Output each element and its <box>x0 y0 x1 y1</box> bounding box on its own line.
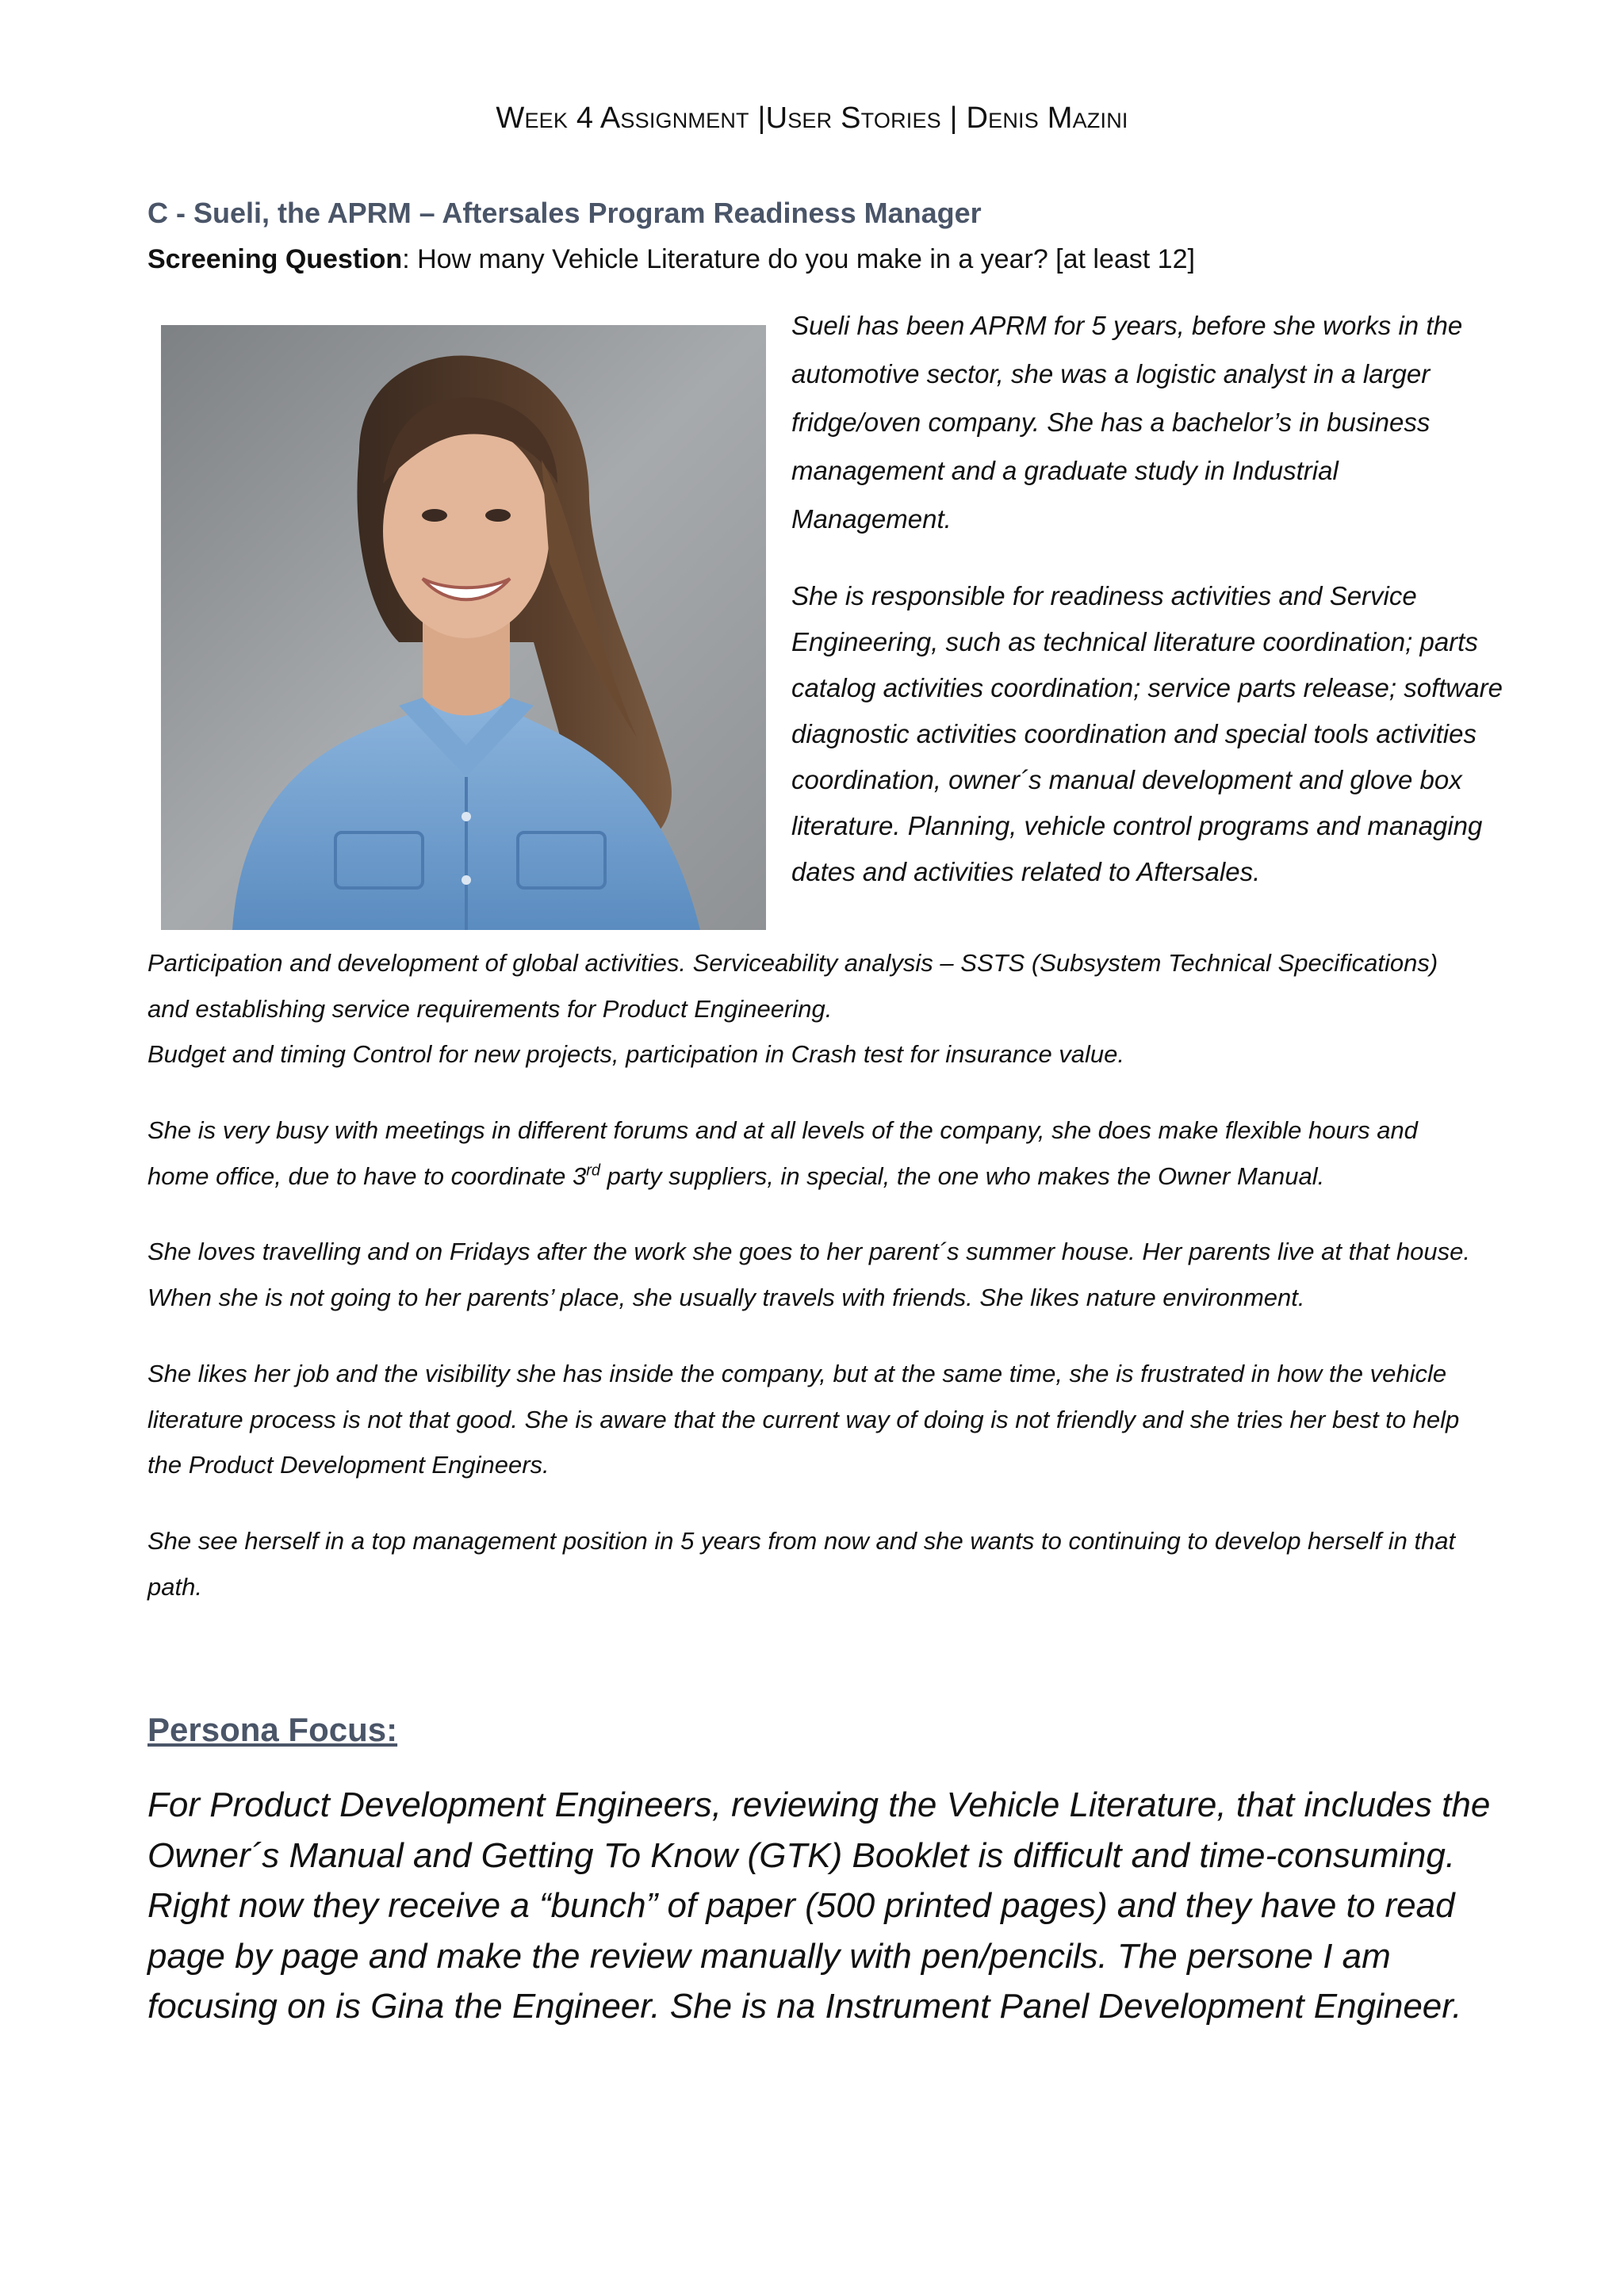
header-text: eek <box>524 101 569 135</box>
superscript: rd <box>586 1161 600 1180</box>
header-separator: | <box>940 101 967 135</box>
header-text: W <box>496 101 525 135</box>
header-text: U <box>765 101 788 135</box>
header-text: azini <box>1072 101 1128 135</box>
intro-paragraph: Sueli has been APRM for 5 years, before she works in the automotive sector, she was a logistic analyst in a larger fridge/oven company. She has a bachelor’s in business management and a graduate study in Industrial Management. <box>791 311 1463 534</box>
body-paragraph-group <box>147 1108 1480 1199</box>
body-paragraph: She likes her job and the visibility she has inside the company, but at the same time, she is frustrated in how the vehicle literature process is not that good. She is aware that the current way of doing is not friendly and she tries her best to help the Product Development Engineers. <box>147 1360 1460 1479</box>
body-text-segment: party suppliers, in special, the one who makes the Owner Manual. <box>600 1161 1325 1190</box>
screening-text: : How many Vehicle Literature do you make in a year? [at least 12] <box>402 244 1195 274</box>
header-text: M <box>1038 101 1073 135</box>
screening-question <box>147 244 1195 275</box>
header-text: tories <box>860 101 941 135</box>
body-paragraph: She loves travelling and on Fridays after the work she goes to her parent´s summer house. Her parents live at that house. When she is not going to her parents’ place, she usually travels with friends. She likes nature environment. <box>147 1238 1470 1311</box>
intro-paragraph: She is responsible for readiness activities and Service Engineering, such as technical literature coordination; parts catalog activities coordination; service parts release; software diagnostic activities coordination and special tools activities coordination, owner´s manual development and glove box literature. Planning, vehicle control programs and managing dates and activities related to Aftersales. <box>791 581 1503 886</box>
header-text: 4 <box>568 101 600 135</box>
body-paragraph: Participation and development of global activities. Serviceability analysis – SSTS (Subsystem Technical Specifications) and establishing service requirements for Product Engineering. <box>147 949 1438 1023</box>
persona-photo <box>161 325 766 930</box>
header-text: S <box>832 101 861 135</box>
header-text: ssignment <box>620 101 749 135</box>
section-title: C - Sueli, the APRM – Aftersales Program Readiness Manager <box>147 197 982 229</box>
persona-focus-title: Persona Focus: <box>147 1711 398 1748</box>
document-header <box>0 101 1624 136</box>
persona-focus-text: For Product Development Engineers, reviewing the Vehicle Literature, that includes the Owner´s Manual and Getting To Know (GTK) Booklet is difficult and time-consuming. Right now they receive a “bunch” of paper (500 printed pages) and they have to read page by page and make the review manually with pen/pencils. The persone I am focusing on is Gina the Engineer. She is na Instrument Panel Development Engineer. <box>147 1785 1491 2026</box>
body-paragraph-group <box>147 1229 1480 1320</box>
screening-label: Screening Question <box>147 244 403 274</box>
body-paragraph-group <box>147 1351 1480 1488</box>
header-text: ser <box>787 101 833 135</box>
header-separator: | <box>749 101 766 135</box>
body-paragraph-group <box>147 940 1480 1077</box>
body-paragraph: Budget and timing Control for new projects, participation in Crash test for insurance value. <box>147 1040 1125 1068</box>
header-text: A <box>599 101 621 135</box>
body-paragraph: She see herself in a top management position in 5 years from now and she wants to continuing to develop herself in that path. <box>147 1527 1456 1601</box>
header-text: enis <box>988 101 1039 135</box>
intro-text <box>791 301 1505 895</box>
header-text: D <box>966 101 989 135</box>
body-paragraph <box>147 1108 1480 1199</box>
body-text-segment: She is very busy with meetings in different forums and at all levels of the company, she does make flexible hours and home office, due to have to coordinate 3 <box>147 1116 1418 1190</box>
body-paragraph-group <box>147 1518 1480 1609</box>
